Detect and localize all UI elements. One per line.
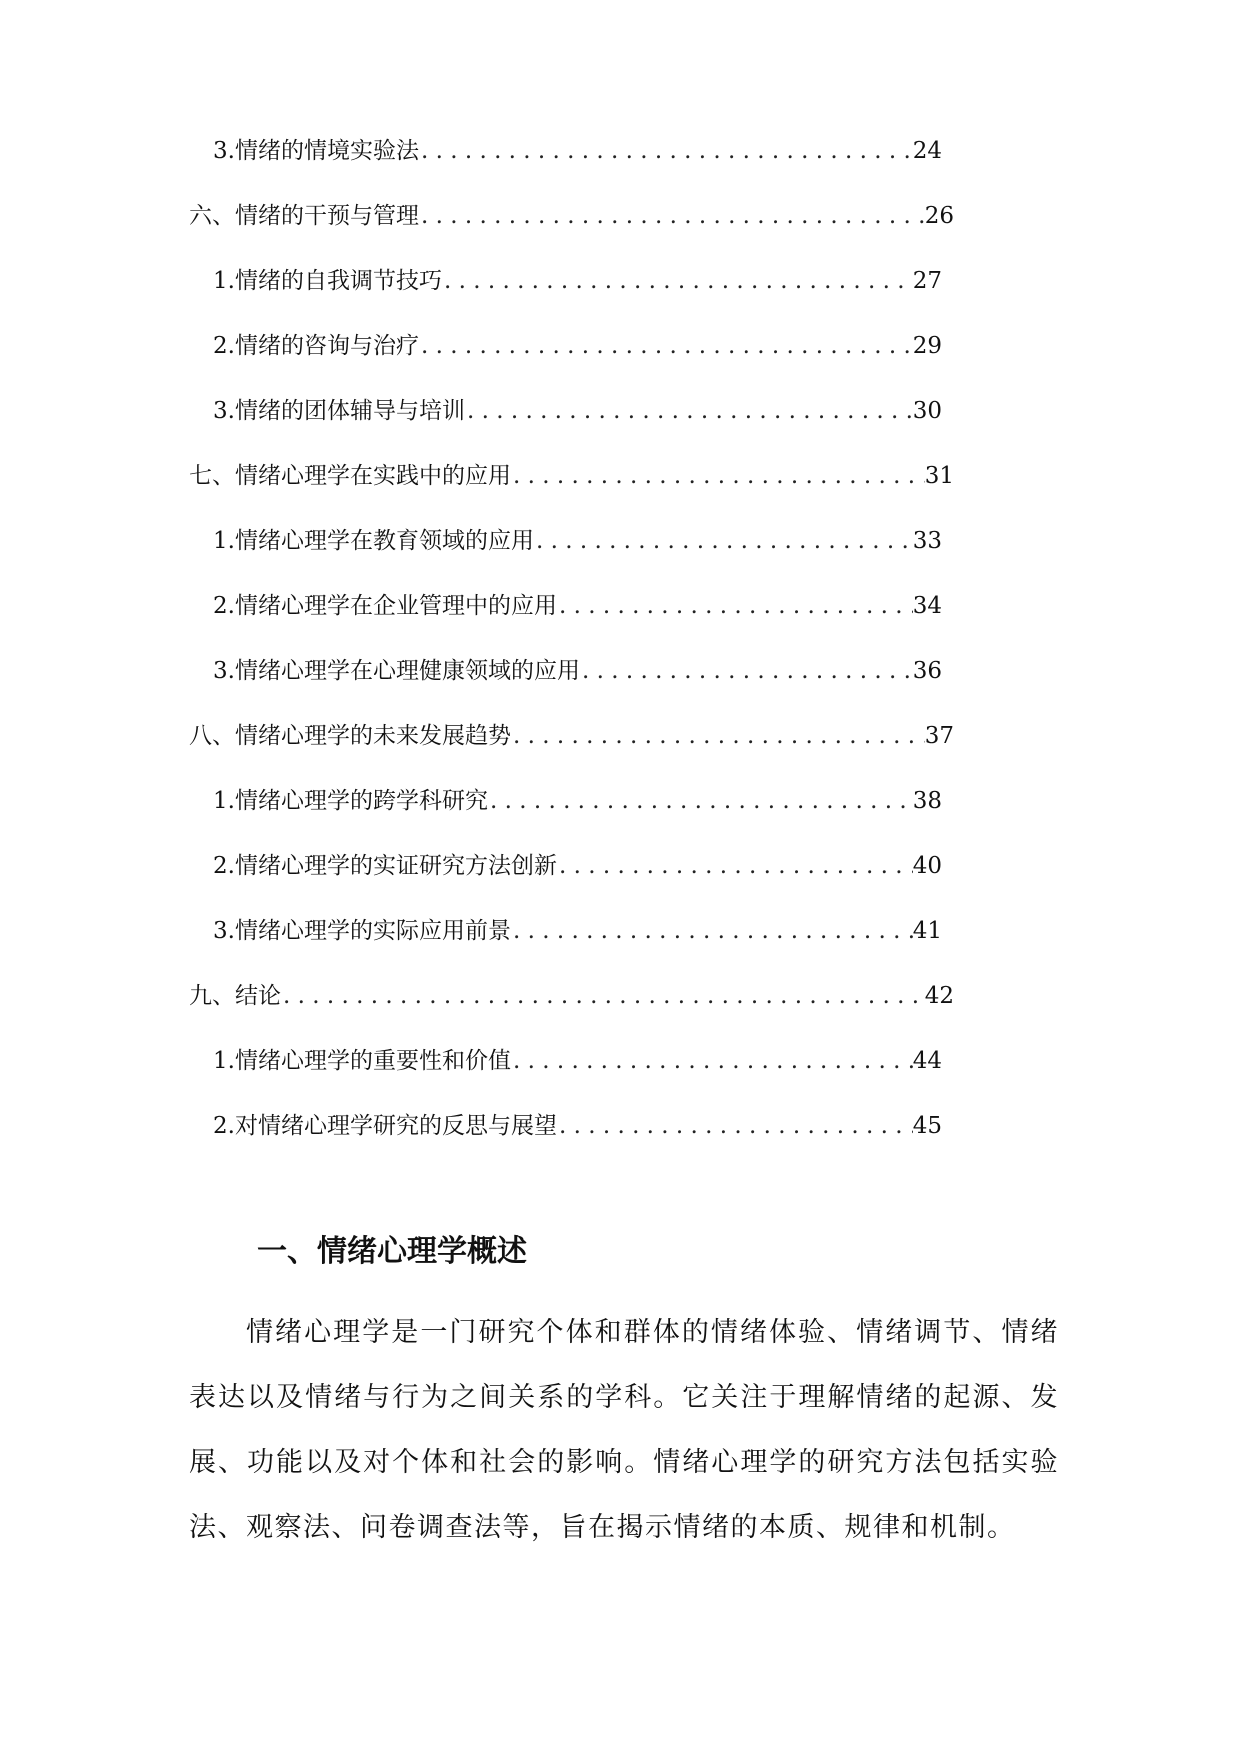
toc-dot-leader — [419, 331, 913, 361]
toc-entry-line — [213, 916, 942, 946]
toc-entry-title: 六、情绪的干预与管理 — [189, 203, 419, 229]
toc-page-number: 26 — [924, 203, 954, 229]
toc-entry-title: 情绪心理学的实际应用前景 — [234, 918, 511, 944]
toc-subsection-entry[interactable] — [213, 331, 942, 396]
toc-entry-line — [213, 266, 942, 296]
toc-page-number: 37 — [924, 723, 954, 749]
toc-page-number: 45 — [912, 1113, 942, 1139]
toc-entry-number: 1. — [213, 1048, 235, 1074]
toc-dot-leader — [419, 201, 925, 231]
toc-entry-line — [213, 136, 942, 166]
toc-entry-title: 九、结论 — [189, 983, 281, 1009]
table-of-contents — [0, 136, 1241, 1176]
toc-dot-leader — [442, 266, 913, 296]
toc-entry-line — [213, 1111, 942, 1141]
toc-entry-line — [213, 526, 942, 556]
toc-entry-line — [213, 331, 942, 361]
toc-dot-leader — [557, 591, 913, 621]
toc-dot-leader — [534, 526, 913, 556]
section-heading: 一、情绪心理学概述 — [257, 1234, 527, 1269]
toc-page-number: 36 — [912, 658, 942, 684]
toc-page-number: 27 — [912, 268, 942, 294]
toc-entry-number: 1. — [213, 788, 235, 814]
toc-subsection-entry[interactable] — [213, 1111, 942, 1176]
toc-entry-line — [213, 656, 942, 686]
toc-subsection-entry[interactable] — [213, 526, 942, 591]
toc-subsection-entry[interactable] — [213, 851, 942, 916]
toc-entry-title: 情绪的咨询与治疗 — [234, 333, 419, 359]
toc-entry-title: 情绪心理学的重要性和价值 — [234, 1048, 511, 1074]
toc-chapter-entry[interactable] — [189, 201, 954, 266]
toc-entry-number: 2. — [213, 333, 235, 359]
toc-entry-number: 2. — [213, 593, 235, 619]
toc-entry-line — [189, 981, 954, 1011]
toc-entry-title: 情绪的情境实验法 — [234, 138, 419, 164]
toc-page-number: 41 — [912, 918, 942, 944]
toc-subsection-entry[interactable] — [213, 786, 942, 851]
toc-subsection-entry[interactable] — [213, 266, 942, 331]
toc-dot-leader — [557, 1111, 913, 1141]
toc-entry-line — [189, 721, 954, 751]
toc-entry-line — [213, 786, 942, 816]
toc-entry-title: 对情绪心理学研究的反思与展望 — [234, 1113, 557, 1139]
toc-entry-title: 情绪心理学在企业管理中的应用 — [234, 593, 557, 619]
toc-entry-number: 3. — [213, 398, 235, 424]
toc-page-number: 38 — [912, 788, 942, 814]
toc-entry-line — [213, 591, 942, 621]
toc-page-number: 33 — [912, 528, 942, 554]
toc-dot-leader — [465, 396, 913, 426]
toc-entry-line — [213, 396, 942, 426]
toc-subsection-entry[interactable] — [213, 136, 942, 201]
toc-page-number: 40 — [912, 853, 942, 879]
toc-dot-leader — [511, 461, 925, 491]
toc-chapter-entry[interactable] — [189, 461, 954, 526]
toc-dot-leader — [511, 916, 913, 946]
toc-entry-title: 八、情绪心理学的未来发展趋势 — [189, 723, 511, 749]
toc-entry-line — [213, 1046, 942, 1076]
toc-dot-leader — [419, 136, 913, 166]
toc-entry-line — [189, 201, 954, 231]
toc-entry-number: 3. — [213, 918, 235, 944]
toc-subsection-entry[interactable] — [213, 916, 942, 981]
toc-entry-title: 情绪心理学在心理健康领域的应用 — [234, 658, 580, 684]
toc-entry-title: 情绪心理学的实证研究方法创新 — [234, 853, 557, 879]
toc-entry-number: 1. — [213, 268, 235, 294]
toc-entry-title: 情绪的自我调节技巧 — [234, 268, 442, 294]
toc-page-number: 29 — [912, 333, 942, 359]
toc-chapter-entry[interactable] — [189, 981, 954, 1046]
toc-subsection-entry[interactable] — [213, 396, 942, 461]
toc-dot-leader — [511, 1046, 913, 1076]
toc-dot-leader — [281, 981, 925, 1011]
toc-entry-number: 3. — [213, 658, 235, 684]
toc-page-number: 42 — [924, 983, 954, 1009]
toc-dot-leader — [511, 721, 925, 751]
toc-entry-title: 情绪心理学的跨学科研究 — [234, 788, 488, 814]
toc-page-number: 44 — [912, 1048, 942, 1074]
toc-page-number: 30 — [912, 398, 942, 424]
toc-entry-number: 2. — [213, 853, 235, 879]
toc-entry-title: 情绪的团体辅导与培训 — [234, 398, 465, 424]
toc-dot-leader — [488, 786, 913, 816]
toc-subsection-entry[interactable] — [213, 656, 942, 721]
toc-page-number: 31 — [924, 463, 954, 489]
toc-entry-line — [213, 851, 942, 881]
toc-page-number: 24 — [912, 138, 942, 164]
toc-page-number: 34 — [912, 593, 942, 619]
toc-entry-number: 3. — [213, 138, 235, 164]
section-paragraph: 情绪心理学是一门研究个体和群体的情绪体验、情绪调节、情绪表达以及情绪与行为之间关系的学科。它关注于理解情绪的起源、发展、功能以及对个体和社会的影响。情绪心理学的研究方法包括实验法、观察法、问卷调查法等，旨在揭示情绪的本质、规律和机制。 — [189, 1317, 1059, 1543]
toc-entry-title: 七、情绪心理学在实践中的应用 — [189, 463, 511, 489]
toc-chapter-entry[interactable] — [189, 721, 954, 786]
toc-dot-leader — [580, 656, 913, 686]
toc-subsection-entry[interactable] — [213, 591, 942, 656]
toc-entry-number: 1. — [213, 528, 235, 554]
toc-dot-leader — [557, 851, 913, 881]
toc-subsection-entry[interactable] — [213, 1046, 942, 1111]
toc-entry-line — [189, 461, 954, 491]
toc-entry-title: 情绪心理学在教育领域的应用 — [234, 528, 534, 554]
toc-entry-number: 2. — [213, 1113, 235, 1139]
